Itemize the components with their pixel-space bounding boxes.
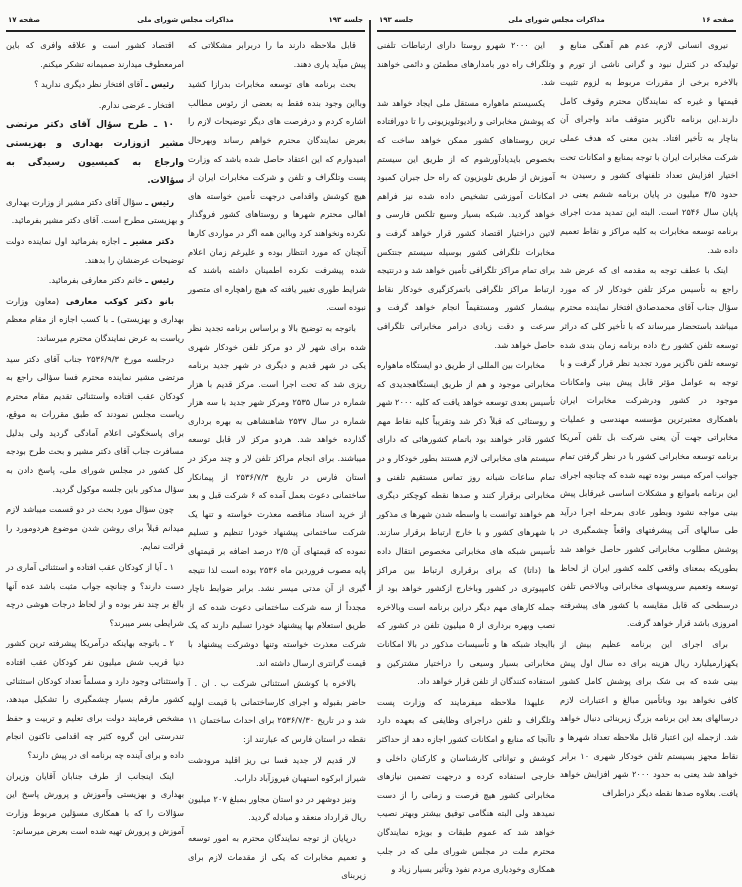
paragraph: ونیز دوشهر در دو استان مجاور بمبلغ ۲۰۷ میلیون ریال قرارداد منعقد و مبادله گردید. [188,793,366,823]
speech-text: (معاون وزارت بهداری و بهزیستی) ـ با کسب اجازه از مقام معظم ریاست به عرض نمایندگان محترم میرساند: [6,295,184,343]
paragraph: چون سؤال مورد بحث در دو قسمت میباشد لازم میدانم قبلاً برای روشن شدن موضوع هردومورد را قرائت نمایم. [6,504,184,552]
speaker-name: دکتر مشیر ـ [123,235,174,246]
page-header [379,16,734,28]
paragraph: علیهذا ملاحظه میفرمایند که وزارت پست وتلگراف و تلفن دراجرای وظایفی که بعهده دارد تاآنجا که منابع و امکانات کشور اجازه دهد از حداکثر کوشش و توانائی کارشناسان و کارکنان داخلی و خارجی استفاده کرده و درجهت تضمین نیازهای مخابراتی کشور هیچ فرصت و زمانی را از دست نمیدهد ولی البته هنگامی توفیق بیشتر وبهتر نصیب خواهد شد که عموم طبقات و بویژه نمایندگان محترم ملت در مجلس شورای ملی که در جلب همکاری وخودیاری مردم نفوذ وتأثیر بسیار زیاد و [377,696,555,875]
speech-text: سؤال آقای دکتر مشیر از وزارت بهداری و بهزیستی مطرح است. آقای دکتر مشیر بفرمائید. [6,196,184,226]
page-number: صفحه ۱۷ [8,16,41,24]
session-number: جلسه ۱۹۳ [328,16,363,24]
speaker-name: رئیس ـ [145,196,175,207]
page-number: صفحه ۱۶ [701,16,734,24]
speaker-paragraph [6,193,184,230]
right-page [371,0,742,875]
page-header [8,16,363,28]
speaker-name: رئیس ـ [145,275,174,286]
paragraph: نیروی انسانی لازم، عدم هم آهنگی منابع و تولیدکه در کنترل نبود و گرانی ناشی از تورم و بالاخره برخی از مقررات مربوط به لزوم تثبیت قیمتها و غیره که نمایندگان محترم وقوف کامل دارند.این برنامه تاگزیر متوقف ماند واجرای آن بناچار به تأخیر افتاد. بدین معنی که هدف عملی شرکت مخابرات ایران با توجه بمنابع و امکانات تحت اختیار افزایش تعداد تلفنهای کشور و رسیدن به حدود ۳/۵ میلیون در پایان برنامه ششم یعنی در پایان سال ۲۵۴۶ است. البته این تمدید مدت اجرای برنامه توسعه مخابرات به کلیه مراکز و نقاط تعمیم داده شد. [560,40,738,255]
agenda-heading: ۱۰ ـ طرح سؤال آقای دکتر مرتضی مشیر ازوزارت بهداری و بهزیستی وارجاع به کمیسیون رسیدگی به سؤالات. [6,120,184,187]
speech-text: اجازه بفرمائید اول نماینده دولت توضیحات عرضشان را بدهند. [6,235,184,265]
paragraph: باتوجه به توضیح بالا و براساس برنامه تجدید نظر شده برای شهر لار دو مرکز تلفن خودکار شهری یکی در شهر قدیم و دیگری در شهر جدید برنامه ریزی شد که تحت اجرا است. مرکز قدیم با هزار شماره در سال ۲۵۳۵ ومرکز شهر جدید با سه هزار شماره در سال ۲۵۳۷ شاهنشاهی به بهره برداری گذارده خواهد شد. هردو مرکز لار قابل توسعه میباشند. برای انجام مراکز تلفن لار و چند مرکز در استان فارس در تاریخ ۲۵۳۶/۷/۳ از پیمانکار ساختمانی دعوت بعمل آمده که ۶ شرکت قبل و بعد از خرید اسناد مناقصه معذرت خواسته و تنها یک شرکت ساختمانی پیشنهاد خودرا تنظیم و تسلیم نموده که قیمتهای آن ۲/۵ درصد اضافه بر قیمتهای پایه مصوب فروردین ماه ۲۵۳۶ بوده است لذا نتیجه گیری از آن مدتی میسر نشد. برابر ضوابط ناچار مجدداً از سه شرکت ساختمانی دعوت شده که از طریق استعلام بها پیشنهاد خودرا تسلیم دارند که یک شرکت معذرت خواسته وتنها دوشرکت پیشنهاد با قیمت گرانتری ارسال داشته اند. [188,322,366,668]
paragraph: افتخار ـ عرضی ندارم. [98,99,174,110]
text-column [6,36,184,843]
paragraph: قابل ملاحظه دارند ما را دربرابر مشکلاتی که پیش میآید یاری دهند. [188,40,366,69]
paragraph: اقتصاد کشور است و علاقه وافری که باین امرمعطوف میدارند صمیمانه تشکر میکنم. [6,40,184,69]
speaker-paragraph [6,75,184,94]
paragraph: یکسیستم ماهواره مستقل ملی ایجاد خواهد شد که پوشش مخابراتی و رادیوتلویزیونی را تا دورافتاده ترین روستاهای کشور ممکن خواهد ساخت که بخصوص بایدیادآورشوم که از طریق این سیستم آموزش از طریق تلویزیون که راه حل جبران کمبود امکانات آموزشی تشخیص داده شده نیز فراهم خواهد گردید. شبکه بسیار وسیع تلکس فارسی و لاتین دراختیار اقتصاد کشور قرار خواهد گرفت و مخابرات تلگرافی کشور بوسیله سیستم جنتکس برای تمام مراکز تلگرافی تأمین خواهد شد و درنتیجه ارتباط مراکز تلگرافی باتمرکزگیری خودکار نقاط بیشمار کشور ومستقیماً انجام خواهد گرفت و سرعت و دقت زیادی درامر مخابراتی تلگرافی حاصل خواهد شد. [377,97,555,350]
speaker-name: بانو دکتر کوکب معارفی [65,295,174,306]
paragraph: درجلسه مورخ ۲۵۳۶/۹/۳ جناب آقای دکتر سید مرتضی مشیر نماینده محترم فسا سؤالی راجع به کودکان عقب افتاده واستثنائی تقدیم مقام محترم ریاست مجلس نمودند که طبق مقررات به موقع، برای پاسخگوئی اعلام آمادگی گردید ولی بدلیل مسافرت جناب آقای دکتر مشیر و بحث طرح بودجه کل کشور در مجلس شورای ملی، پاسخ دادن به سؤال مذکور باین جلسه موکول گردید. [6,353,184,494]
header-rule [377,30,736,32]
left-page [0,0,371,881]
paragraph: اینک با عطف توجه به مقدمه ای که عرض شد راجع به تأسیس مرکز تلفن خودکار لار که مورد سؤال جناب آقای محمدصادق افتخار نماینده محترم میباشد باستحضار میرساند که با تأخیر کلی که دراثر توسعه تلفن کشور رخ داده برنامه زمان بندی شده توسعه تلفن ناگزیر مورد تجدید نظر قرار گرفت و با توجه به عوامل مؤثر قابل پیش بینی وامکانات موجود در کشور ودرشرکت مخابرات ایران باهمکاری معتبرترین مؤسسه مهندسی و عملیات مخابراتی جهت آن یعنی شرکت بل تلفن آمریکا برنامه توسعه مخابراتی کشور با در نظر گرفتن تمام جوانب امرکه میسر بوده تهیه شده که چنانچه اجرای این برنامه باموانع و مشکلات اساسی غیرقابل پیش بینی مواجه نشود وبطور عادی بمرحله اجرا درآید طی سالهای آتی پیشرفتهای واقعاً چشمگیری در پوشش مطلوب مخابراتی کشور حاصل خواهد شد بطوریکه بمعنای واقعی کلمه کشور ایران از لحاظ توسعه وتعمیم سرویسهای مخابراتی وبالاخص تلفن درسطحی که قابل مقایسه با کشور های پیشرفته امروزی باشد قرار خواهد گرفت. [560,265,738,629]
publication-title: مذاکرات مجلس شورای ملی [508,16,605,24]
speaker-paragraph [6,292,184,348]
publication-title: مذاکرات مجلس شورای ملی [137,16,234,24]
speaker-paragraph [6,232,184,269]
paragraph: اینک اینجانب از طرف جنابان آقایان وزیران بهداری و بهزیستی وآموزش و پرورش پاسخ این سؤالات را که با همکاری مسؤلین مربوط وزارت آموزش و پرورش تهیه شده است بعرض میرسانم: [6,770,184,837]
speech-text: خانم دکتر معارفی بفرمائید. [48,275,143,286]
text-column [377,36,555,881]
paragraph: بالاخره با کوشش استثنائی شرکت ب . ان . آ حاضر بقبوله و اجرای کارساختمانی با قیمت اولیه شد و در تاریخ ۲۵۳۶/۷/۳۰ برای احداث ساختمان ۱۱ نقطه در استان فارس که عبارتند از: [188,678,366,744]
speaker-name: رئیس ـ [145,79,174,90]
speech-text: آقای افتخار نظر دیگری ندارید ؟ [34,79,143,90]
paragraph: درپایان از توجه نمایندگان محترم به امور توسعه و تعمیم مخابرات که یکی از مقدمات لازم برای زیربنای [188,832,366,881]
header-rule [6,30,365,32]
paragraph: بحث برنامه های توسعه مخابرات بدرازا کشید وبااین وجود بنده فقط به بعضی از رئوس مطالب اشاره کردم و درفرصت های دیگر توضیحات لازم را بعرض نمایندگان محترم خواهم رساند وبهرحال امیدوارم که این اعتقاد حاصل شده باشد که وزارت پست وتلگراف و تلفن و شرکت مخابرات ایران از هیچ کوشش واقدامی درجهت تأمین خواسته های اهالی محترم شهرها و روستاهای کشور فروگذار نکرده ونخواهند کرد وبااین همه اگر در مواردی کارها آنچنان که مورد انتظار بوده و علیرغم زمان اعلام شده پیشرفت نکرده اطمینان داشته باشند که شرایط طوری تغییر یافته که هیچ راهچاره ای متصور نبوده است. [188,79,366,313]
paragraph: برای اجرای این برنامه عظیم بیش از یکهزارمیلیارد ریال هزینه برای ده سال اول پیش بینی شده که بی شک برای پوشش کامل کشور کافی نخواهد بود وباتأمین مبالغ و اعتبارات لازم درسالهای بعد این برنامه بزرگ زیربنائی دنبال خواهد شد. ازجمله این اعتبار قابل ملاحظه تعداد شهرها و نقاط مجهز بسیستم تلفن خودکار شهری ۱۰ برابر خواهد شد یعنی به حدود ۲۰۰۰ شهر افزایش خواهد یافت. بعلاوه صدها نقطه دیگر دراطراف [560,639,739,798]
speaker-paragraph [6,271,184,290]
paragraph: ۱ ـ آیا از کودکان عقب افتاده و استثنائی آماری در دست دارند؟ و چنانچه جواب مثبت باشد عده آنها بالغ بر چند نفر بوده و از لحاظ درجات هوشی درچه شرایطی بسر میبرند؟ [6,562,184,628]
paragraph: مخابرات بین المللی از طریق دو ایستگاه ماهواره مخابراتی موجود و هم از طریق ایستگاهجدیدی که تأسیس بعدی توسعه خواهد یافت که کلیه ۲۰۰۰ شهر و روستائی که قبلاً ذکر شد وتقریباً کلیه نقاط مهم کشور قادر خواهند بود باتمام کشورهائی که دارای سیستم های مخابراتی لازم هستند بطور خودکار و در تمام ساعات شبانه روز تماس مستقیم تلفنی و مخابراتی برقرار کنند و صدها نقطه کوچکتر دیگری هم خواهند توانست با واسطه شدن شهرها ی مذکور با شهرهای کشور و با خارج ارتباط برقرار سازند. تأسیس شبکه های مخابراتی مخصوص انتقال داده ها (داتا) که برای برقراری ارتباط بین مراکز کامپیوتری در کشور وباخارج ازکشور خواهد بود از جمله کارهای مهم دیگر دراین برنامه است وبالاخره نصب وبهره برداری از ۵ میلیون تلفن در کشور که باایجاد شبکه ها و تأسیسات مذکور در بالا امکانات مخابراتی بسیار وسیعی را دراختیار مشترکین و استفاده کنندگان از تلفن قرار خواهد داد. [377,360,556,687]
paragraph: ۲ ـ باتوجه بهاینکه درآمریکا پیشرفته ترین کشور دنیا قریب شش میلیون نفر کودکان عقب افتاده واستثنائی وجود دارد و مسلماً تعداد کودکان استثنائی کشور مارقم بسیار چشمگیری را تشکیل میدهد، مشخص فرمایند دولت برای تعلیم و تربیت و حفظ تندرستی این گروه کثیر چه اقدامی تاکنون انجام داده و برای آینده چه برنامه ای در پیش دارند؟ [6,638,184,760]
text-column [188,36,366,887]
paragraph: لار قدیم لار جدید فسا نی ریز اقلید مرودشت شیراز ابرکوه استهبان فیروزآباد داراب. [188,754,366,784]
text-column [560,36,738,804]
paragraph: این ۲۰۰۰ شهرو روستا دارای ارتباطات تلفنی وتلگراف راه دور بامدارهای مطمئن و دائمی خواهند شد. [377,40,555,88]
session-number: جلسه ۱۹۳ [379,16,414,24]
